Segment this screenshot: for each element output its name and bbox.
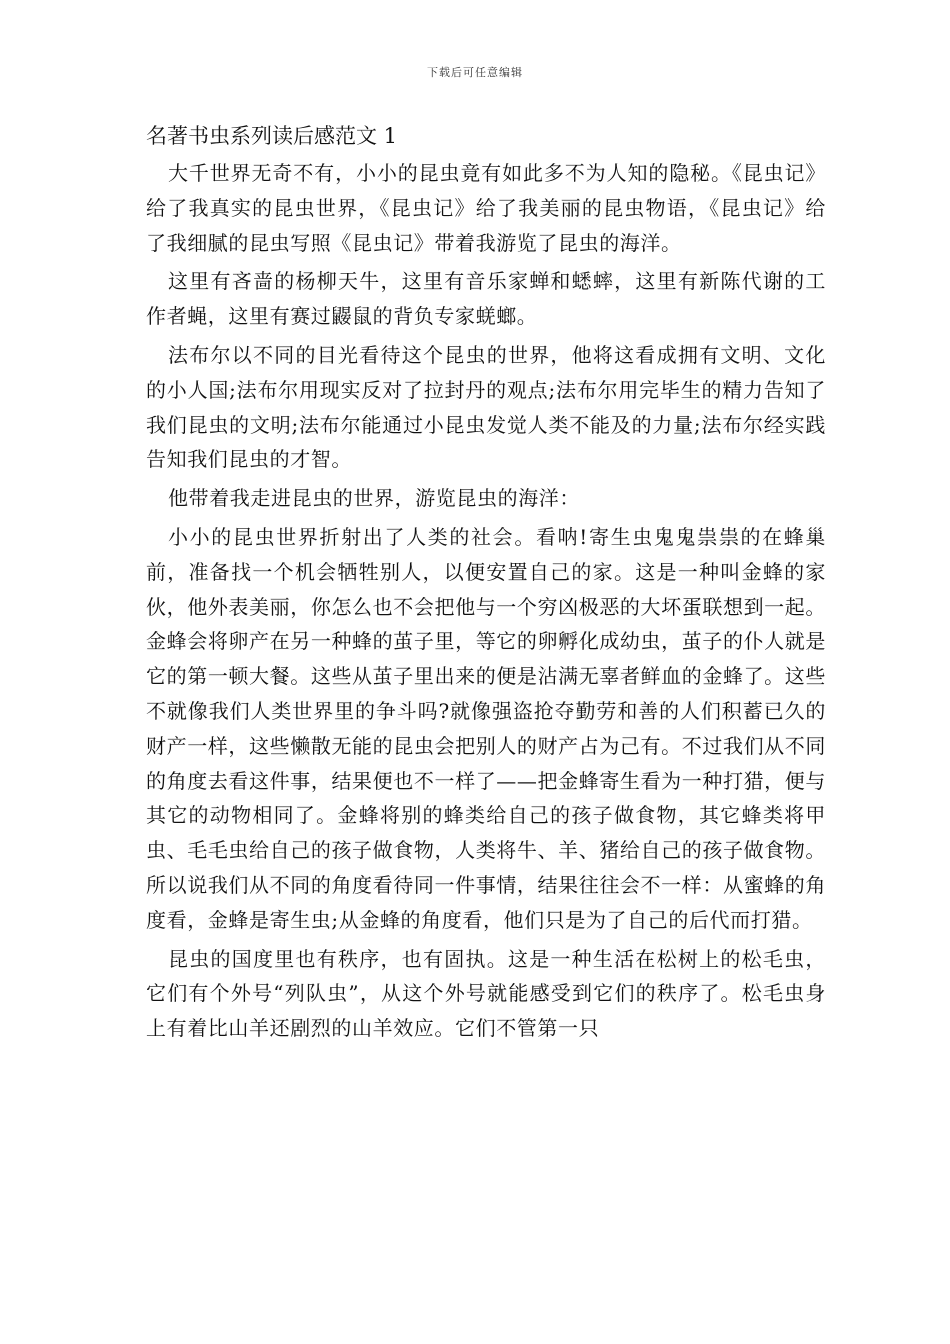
paragraph-1: 大千世界无奇不有，小小的昆虫竟有如此多不为人知的隐秘。《昆虫记》给了我真实的昆虫世界，《昆虫记》给了我美丽的昆虫物语，《昆虫记》给了我细腻的昆虫写照《昆虫记》带着我游览了昆虫的海洋。 — [146, 161, 826, 255]
paragraph-3: 法布尔以不同的目光看待这个昆虫的世界，他将这看成拥有文明、文化的小人国;法布尔用现实反对了拉封丹的观点;法布尔用完毕生的精力告知了我们昆虫的文明;法布尔能通过小昆虫发觉人类不能及的力量;法布尔经实践告知我们昆虫的才智。 — [146, 342, 826, 472]
page-header-note: 下载后可任意编辑 — [427, 66, 523, 79]
paragraph-2: 这里有吝啬的杨柳天牛，这里有音乐家蝉和蟋蟀，这里有新陈代谢的工作者蝇，这里有赛过鼹鼠的背负专家蜣螂。 — [146, 269, 826, 329]
document-body — [146, 118, 826, 1050]
document-title: 名著书虫系列读后感范文 1 — [146, 124, 398, 148]
paragraph-6: 昆虫的国度里也有秩序，也有固执。这是一种生活在松树上的松毛虫，它们有个外号“列队虫”，从这个外号就能感受到它们的秩序了。松毛虫身上有着比山羊还剧烈的山羊效应。它们不管第一只 — [146, 946, 826, 1041]
paragraph-5: 小小的昆虫世界折射出了人类的社会。看呐!寄生虫鬼鬼祟祟的在蜂巢前，准备找一个机会牺牲别人，以便安置自己的家。这是一种叫金蜂的家伙，他外表美丽，你怎么也不会把他与一个穷凶极恶的大坏蛋联想到一起。金蜂会将卵产在另一种蜂的茧子里，等它的卵孵化成幼虫，茧子的仆人就是它的第一顿大餐。这些从茧子里出来的便是沾满无辜者鲜血的金蜂了。这些不就像我们人类世界里的争斗吗?就像强盗抢夺勤劳和善的人们积蓄已久的财产一样，这些懒散无能的昆虫会把别人的财产占为己有。不过我们从不同的角度去看这件事，结果便也不一样了——把金蜂寄生看为一种打猎，便与其它的动物相同了。金蜂将别的蜂类给自己的孩子做食物，其它蜂类将甲虫、毛毛虫给自己的孩子做食物，人类将牛、羊、猪给自己的孩子做食物。所以说我们从不同的角度看待同一件事情，结果往往会不一样：从蜜蜂的角度看，金蜂是寄生虫;从金蜂的角度看，他们只是为了自己的后代而打猎。 — [146, 524, 826, 932]
paragraph-4: 他带着我走进昆虫的世界，游览昆虫的海洋： — [168, 486, 580, 511]
